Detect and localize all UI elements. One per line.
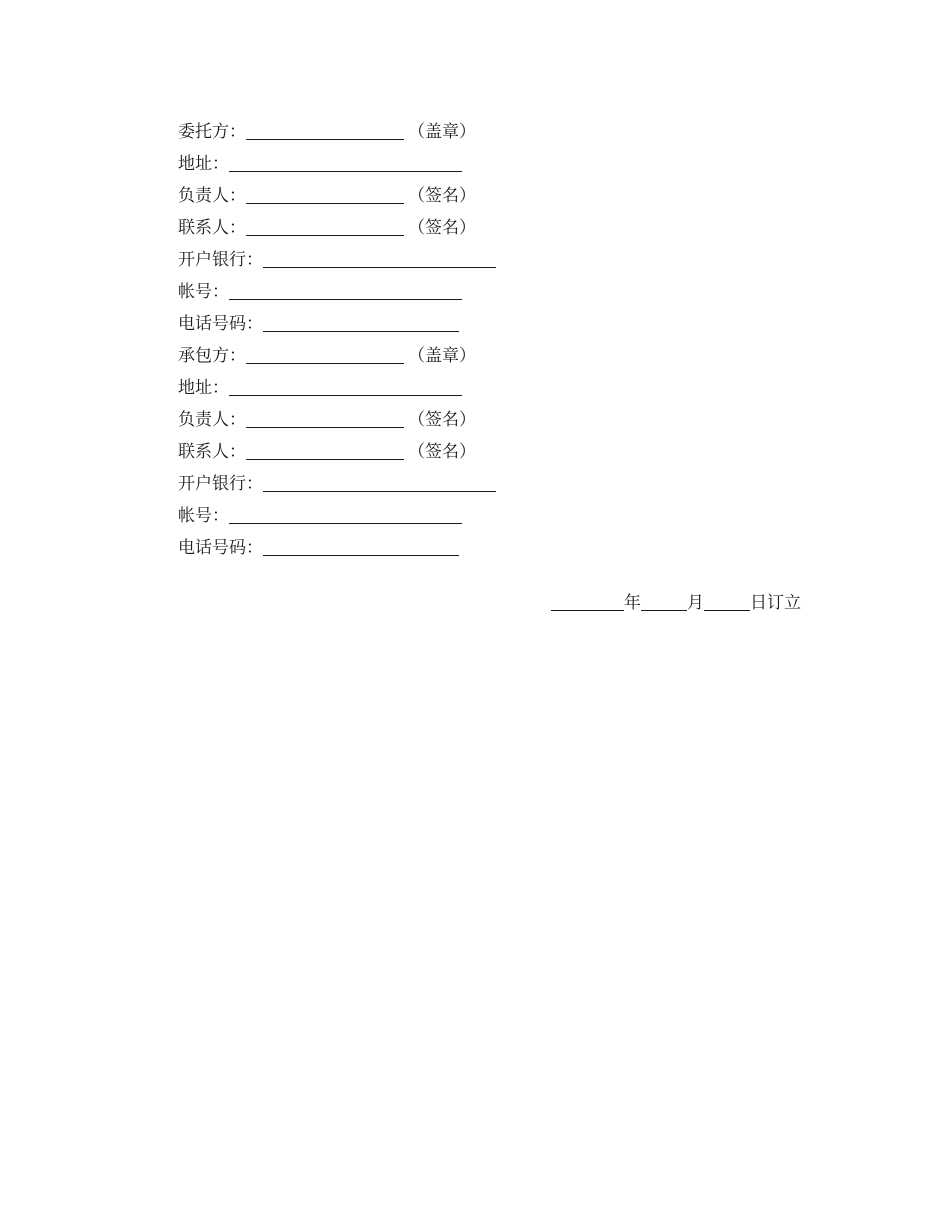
date-line [551,590,801,613]
client-responsible-row [178,174,598,206]
contractor-phone-blank[interactable] [263,535,459,556]
contractor-phone-label: 电话号码： [178,538,263,558]
client-account-row [178,270,598,302]
contractor-contact-blank[interactable] [246,439,404,460]
contractor-responsible-blank[interactable] [246,407,404,428]
month-label: 月 [687,593,704,613]
year-label: 年 [624,593,641,613]
contractor-responsible-label: 负责人： [178,410,246,430]
client-bank-row [178,238,598,270]
client-contact-row [178,206,598,238]
client-party-row [178,110,598,142]
contractor-bank-label: 开户银行： [178,474,263,494]
contractor-responsible-row [178,398,598,430]
contractor-address-row [178,366,598,398]
client-phone-label: 电话号码： [178,314,263,334]
contractor-contact-label: 联系人： [178,442,246,462]
contractor-phone-row [178,526,598,558]
client-address-blank[interactable] [229,151,462,172]
contractor-address-blank[interactable] [229,375,462,396]
contractor-account-label: 帐号： [178,506,229,526]
client-account-label: 帐号： [178,282,229,302]
contractor-responsible-suffix: （签名） [408,410,476,430]
contractor-address-label: 地址： [178,378,229,398]
contractor-bank-blank[interactable] [263,471,496,492]
client-responsible-blank[interactable] [246,183,404,204]
contractor-party-suffix: （盖章） [408,346,476,366]
contractor-party-row [178,334,598,366]
contractor-contact-row [178,430,598,462]
client-responsible-suffix: （签名） [408,186,476,206]
client-responsible-label: 负责人： [178,186,246,206]
client-phone-blank[interactable] [263,311,459,332]
contractor-account-blank[interactable] [229,503,462,524]
client-account-blank[interactable] [229,279,462,300]
client-contact-label: 联系人： [178,218,246,238]
client-bank-label: 开户银行： [178,250,263,270]
day-label: 日订立 [750,593,801,613]
contractor-party-blank[interactable] [246,343,404,364]
day-blank[interactable] [704,590,750,611]
year-blank[interactable] [551,590,624,611]
contractor-account-row [178,494,598,526]
client-phone-row [178,302,598,334]
client-party-label: 委托方： [178,122,246,142]
client-party-blank[interactable] [246,119,404,140]
contractor-party-label: 承包方： [178,346,246,366]
contractor-contact-suffix: （签名） [408,442,476,462]
client-address-row [178,142,598,174]
client-address-label: 地址： [178,154,229,174]
client-party-suffix: （盖章） [408,122,476,142]
signature-block [178,110,598,558]
client-bank-blank[interactable] [263,247,496,268]
client-contact-suffix: （签名） [408,218,476,238]
contractor-bank-row [178,462,598,494]
client-contact-blank[interactable] [246,215,404,236]
month-blank[interactable] [641,590,687,611]
